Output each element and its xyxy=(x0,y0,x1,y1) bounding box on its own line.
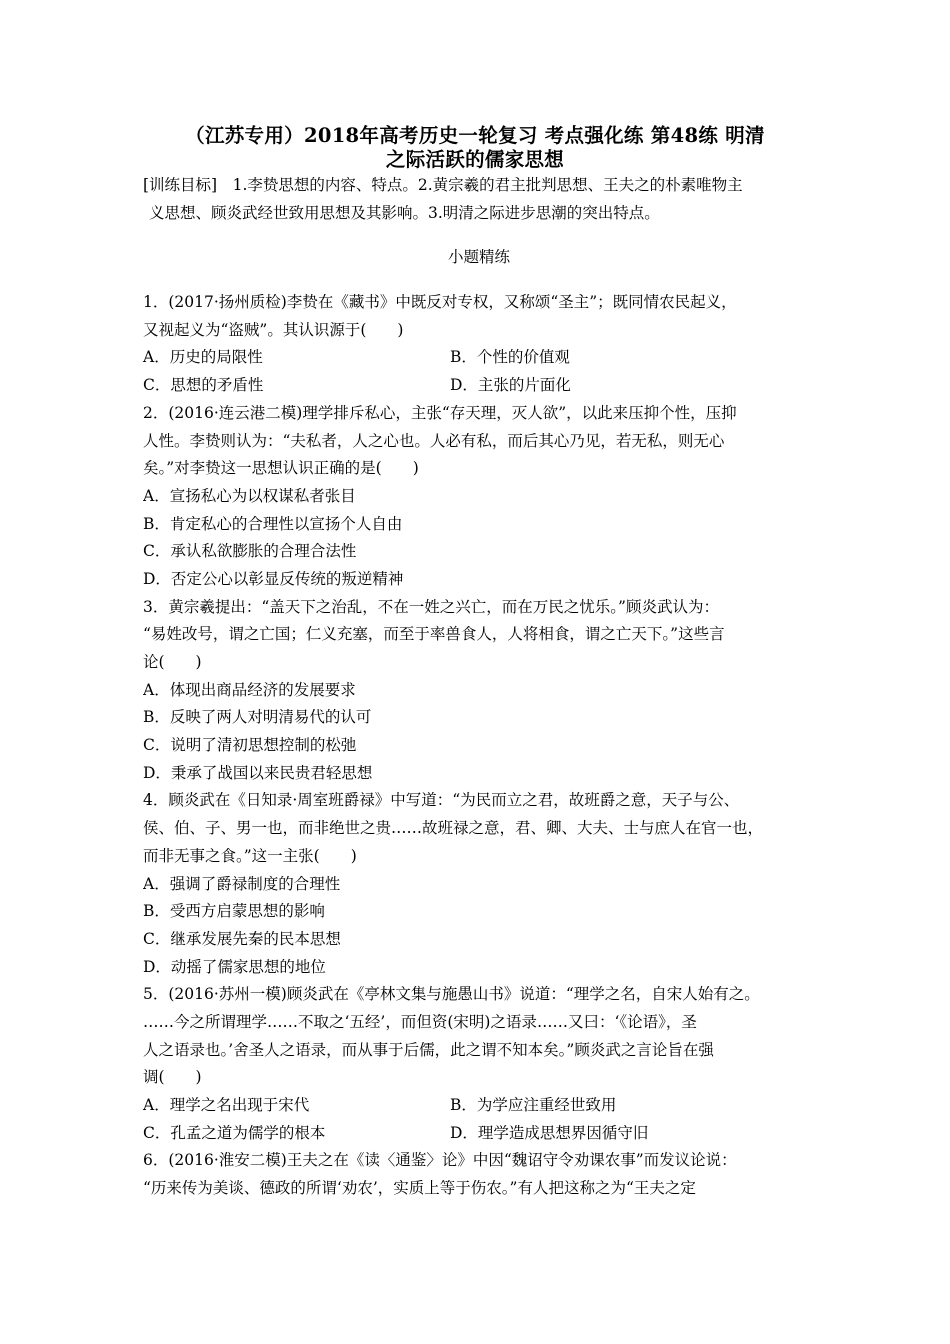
training-goal-line-2: 义思想、顾炎武经世致用思想及其影响。3.明清之际进步思潮的突出特点。 xyxy=(149,203,660,222)
option-c: C．孔孟之道为儒学的根本 xyxy=(143,1123,326,1142)
question-line: 又视起义为“盗贼”。其认识源于( ) xyxy=(143,320,404,339)
option-c: C．思想的矛盾性 xyxy=(143,376,264,395)
question-line: 侯、伯、子、男一也，而非绝世之贵……故班禄之意，君、卿、大夫、士与庶人在官一也， xyxy=(143,819,764,838)
option-d: D．动摇了儒家思想的地位 xyxy=(143,957,326,976)
question-line: 调( ) xyxy=(143,1068,202,1087)
question-line: 论( ) xyxy=(143,653,202,671)
option-b: B．受西方启蒙思想的影响 xyxy=(143,902,325,921)
question-line: 人之语录也。’舍圣人之语录，而从事于后儒，此之谓不知本矣。”顾炎武之言论旨在强 xyxy=(143,1040,714,1059)
question-line: ……今之所谓理学……不取之‘五经’，而但资(宋明)之语录……又曰：‘《论语》，圣 xyxy=(143,1012,697,1031)
option-b: B．肯定私心的合理性以宣扬个人自由 xyxy=(143,514,403,533)
options-row xyxy=(143,344,815,372)
option-b: B．为学应注重经世致用 xyxy=(450,1096,617,1114)
option-b: B．反映了两人对明清易代的认可 xyxy=(143,708,372,727)
question-3 xyxy=(143,594,815,788)
option-c: C．承认私欲膨胀的合理合法性 xyxy=(143,542,357,561)
option-d: D．主张的片面化 xyxy=(450,376,571,395)
option-d: D．理学造成思想界因循守旧 xyxy=(450,1123,649,1142)
option-d: D．否定公心以彰显反传统的叛逆精神 xyxy=(143,569,404,588)
option-a: A．理学之名出现于宋代 xyxy=(143,1096,310,1114)
question-line: 2．(2016·连云港二模)理学排斥私心，主张“存天理，灭人欲”，以此来压抑个性，压抑 xyxy=(143,403,737,422)
option-c: C．说明了清初思想控制的松弛 xyxy=(143,736,357,755)
question-2 xyxy=(143,400,815,594)
option-a: A．宣扬私心为以权谋私者张目 xyxy=(143,486,356,505)
question-line: “易姓改号，谓之亡国；仁义充塞，而至于率兽食人，人将相食，谓之亡天下。”这些言 xyxy=(143,625,725,644)
option-a: A．历史的局限性 xyxy=(143,348,263,367)
option-d: D．秉承了战国以来民贵君轻思想 xyxy=(143,763,373,782)
question-line: 4．顾炎武在《日知录·周室班爵禄》中写道：“为民而立之君，故班爵之意，天子与公、 xyxy=(143,791,740,810)
option-a: A．体现出商品经济的发展要求 xyxy=(143,680,356,699)
question-5 xyxy=(143,981,815,1147)
document-title xyxy=(100,124,850,172)
question-1 xyxy=(143,289,815,400)
question-line: 5．(2016·苏州一模)顾炎武在《亭林文集与施愚山书》说道：“理学之名，自宋人始有之。 xyxy=(143,985,760,1004)
question-line: 人性。李贽则认为：“夫私者，人之心也。人必有私，而后其心乃见，若无私，则无心 xyxy=(143,431,725,450)
options-row xyxy=(143,1120,815,1148)
option-c: C．继承发展先秦的民本思想 xyxy=(143,929,341,948)
question-line: 而非无事之食。”这一主张( ) xyxy=(143,846,357,865)
question-line: 矣。”对李贽这一思想认识正确的是( ) xyxy=(143,459,419,478)
document-body xyxy=(143,172,815,1203)
options-row xyxy=(143,372,815,400)
question-6 xyxy=(143,1147,815,1202)
question-4 xyxy=(143,787,815,981)
option-b: B．个性的价值观 xyxy=(450,348,570,367)
question-line: 6．(2016·淮安二模)王夫之在《读〈通鉴〉论》中因“魏诏守令劝课农事”而发议论说： xyxy=(143,1151,737,1170)
question-line: “历来传为美谈、德政的所谓‘劝农’，实质上等于伤农。”有人把这称之为“王夫之定 xyxy=(143,1179,696,1198)
title-line-1: （江苏专用）2018年高考历史一轮复习 考点强化练 第48练 明清 xyxy=(185,124,765,147)
training-goal-line-1: [训练目标] 1.李贽思想的内容、特点。2.黄宗羲的君主批判思想、王夫之的朴素唯物主 xyxy=(143,176,743,194)
section-title: 小题精练 xyxy=(447,248,510,267)
option-a: A．强调了爵禄制度的合理性 xyxy=(143,874,341,893)
title-line-2: 之际活跃的儒家思想 xyxy=(385,148,565,171)
options-row xyxy=(143,1092,815,1120)
question-line: 1．(2017·扬州质检)李贽在《藏书》中既反对专权，又称颂“圣主”；既同情农民起义， xyxy=(143,293,737,312)
question-line: 3．黄宗羲提出：“盖天下之治乱，不在一姓之兴亡，而在万民之忧乐。”顾炎武认为： xyxy=(143,597,719,616)
